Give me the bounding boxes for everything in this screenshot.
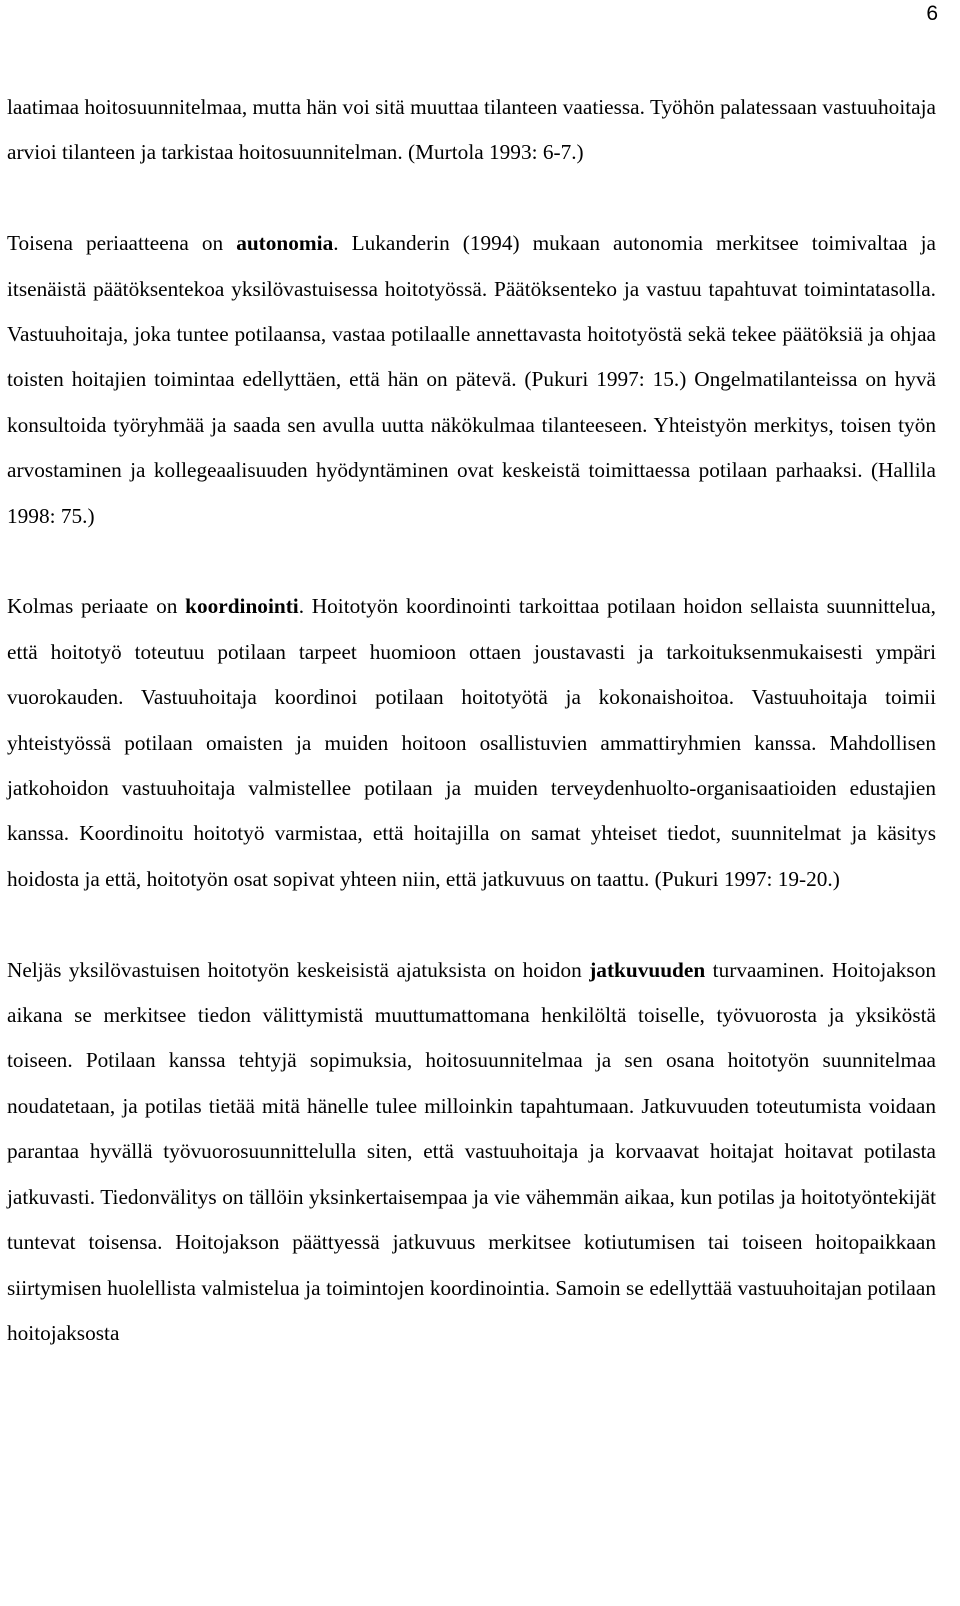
paragraph-coordination: [7, 584, 936, 902]
term-coordination: koordinointi: [185, 594, 299, 619]
term-continuity: jatkuvuuden: [589, 957, 706, 982]
document-body: [7, 85, 936, 1356]
page-number: 6: [926, 2, 938, 25]
term-autonomy: autonomia: [236, 231, 334, 256]
paragraph-text: Neljäs yksilövastuisen hoitotyön keskeisistä ajatuksista on hoidon: [7, 957, 590, 982]
paragraph-autonomy: [7, 221, 936, 539]
paragraph-text: laatimaa hoitosuunnitelmaa, mutta hän voi sitä muuttaa tilanteen vaatiessa. Työhön palatessaan vastuuhoitaja arvioi tilanteen ja tarkistaa hoitosuunnitelman. (Murtola 1993: 6-7.): [7, 95, 936, 165]
paragraph-text: Toisena periaatteena on: [7, 231, 237, 256]
paragraph-text: . Hoitotyön koordinointi tarkoittaa potilaan hoidon sellaista suunnittelua, että hoitotyö toteutuu potilaan tarpeet huomioon ottaen joustavasti ja tarkoituksenmukaisesti ympäri vuorokauden. Vastuuhoitaja koordinoi potilaan hoitotyötä ja kokonaishoitoa. Vastuuhoitaja toimii yhteistyössä potilaan omaisten ja muiden hoitoon osallistuvien ammattiryhmien kanssa. Mahdollisen jatkohoidon vastuuhoitaja valmistellee potilaan ja muiden terveydenhuolto-organisaatioiden edustajien kanssa. Koordinoitu hoitotyö varmistaa, että hoitajilla on samat yhteiset tiedot, suunnitelmat ja käsitys hoidosta ja että, hoitotyön osat sopivat yhteen niin, että jatkuvuus on taattu. (Pukuri 1997: 19-20.): [7, 594, 936, 891]
paragraph-text: . Lukanderin (1994) mukaan autonomia merkitsee toimivaltaa ja itsenäistä päätöksentekoa yksilövastuisessa hoitotyössä. Päätöksenteko ja vastuu tapahtuvat toimintatasolla. Vastuuhoitaja, joka tuntee potilaansa, vastaa potilaalle annettavasta hoitotyöstä sekä tekee päätöksiä ja ohjaa toisten hoitajien toimintaa edellyttäen, että hän on pätevä. (Pukuri 1997: 15.) Ongelmatilanteissa on hyvä konsultoida työryhmää ja saada sen avulla uutta näkökulmaa tilanteeseen. Yhteistyön merkitys, toisen työn arvostaminen ja kollegeaalisuuden hyödyntäminen ovat keskeistä toimittaessa potilaan parhaaksi. (Hallila 1998: 75.): [7, 231, 936, 528]
paragraph-continuity: [7, 948, 936, 1357]
paragraph-text: turvaaminen. Hoitojakson aikana se merkitsee tiedon välittymistä muuttumattomana henkilöltä toiselle, työvuorosta ja yksiköstä toiseen. Potilaan kanssa tehtyjä sopimuksia, hoitosuunnitelmaa ja sen osana hoitotyön suunnitelmaa noudatetaan, ja potilas tietää mitä hänelle tulee milloinkin tapahtumaan. Jatkuvuuden toteutumista voidaan parantaa hyvällä työvuorosuunnittelulla siten, että vastuuhoitaja ja korvaavat hoitajat hoitavat potilasta jatkuvasti. Tiedonvälitys on tällöin yksinkertaisempaa ja vie vähemmän aikaa, kun potilas ja hoitotyöntekijät tuntevat toisensa. Hoitojakson päättyessä jatkuvuus merkitsee kotiutumisen tai toiseen hoitopaikkaan siirtymisen huolellista valmistelua ja toimintojen koordinointia. Samoin se edellyttää vastuuhoitajan potilaan hoitojaksosta: [7, 957, 936, 1345]
paragraph-care-plan: [7, 85, 936, 176]
paragraph-text: Kolmas periaate on: [7, 594, 186, 619]
